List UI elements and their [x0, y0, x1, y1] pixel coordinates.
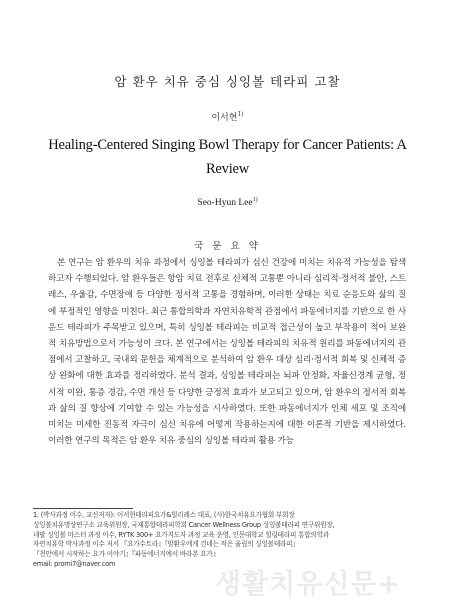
english-author: [0, 197, 455, 208]
footnote-rule: [33, 508, 133, 509]
footnote-line: 『천안에서 시작하는 요가 이야기』『파동에너지에서 바라본 요가』: [33, 550, 219, 559]
footnote-line: 네팔 싱잉볼 마스터 과정 이수, RYTK 300+ 요가지도자 과정 교육 운영, 인문대학교 힐링테라피 통합의학과: [33, 530, 329, 539]
footnote-line: 싱잉볼치유명상연구소 교육위원장, 국제통합테라피학회 Cancer Wellness Group 싱잉볼테라피 연구위원장,: [33, 520, 335, 529]
korean-title: 암 환우 치유 중심 싱잉볼 테라피 고찰: [114, 74, 341, 89]
abstract-heading: 국 문 요 약: [194, 241, 261, 252]
korean-author-footnote-mark: 1): [237, 111, 244, 118]
abstract-body: 본 연구는 암 환우의 치유 과정에서 싱잉볼 테라피가 심신 건강에 미치는 치유적 가능성을 탐색하고자 수행되었다. 암 환우들은 항암 치료 전후로 신체적 고통뿐 아니라 심리적·정서적 불안, 스트레스, 우울감, 수면장애 등 다양한 정서적 고통을 경험하며, 이러한 상태는 치료 순응도와 삶의 질에 부정적인 영향을 미친다. 최근 통합의학과 자연치유학적 관점에서 파동에너지를 기반으로 한 사운드 테라피가 주목받고 있으며, 특히 싱잉볼 테라피는 비교적 접근성이 높고 부작용이 적어 보완적 치유방법으로서 가능성이 크다. 본 연구에서는 싱잉볼 테라피의 치유적 원리를 파동에너지의 관점에서 고찰하고, 국내외 문헌을 체계적으로 분석하여 암 환우 대상 심리·정서적 회복 및 신체적 증상 완화에 대한 효과를 정리하였다. 분석 결과, 싱잉볼 테라피는 뇌파 안정화, 자율신경계 균형, 정서적 이완, 통증 경감, 수면 개선 등 다양한 긍정적 효과가 보고되고 있으며, 암 환우의 정서적 회복과 삶의 질 향상에 기여할 수 있는 가능성을 시사하였다. 또한 파동에너지가 인체 세포 및 조직에 미치는 미세한 진동적 자극이 심신 치유에 어떻게 작용하는지에 대한 이론적 기반을 제시하였다. 이러한 연구의 목적은 암 환우 치유 중심의 싱잉볼 테라피 활용 가능: [48, 258, 406, 447]
footnote-email: email: promi7@naver.com: [33, 559, 116, 568]
publisher-watermark: 생활치유신문+: [215, 569, 402, 600]
korean-author-name: 이서현: [211, 113, 238, 123]
korean-author: [0, 110, 455, 123]
footnote-line: 1. (박사과정 이수, 교신저자): 이서현테라피요가&힐리레스 대표, (사)한국치유요가협회 부회장: [33, 511, 295, 519]
english-title: Healing-Centered Singing Bowl Therapy for Cancer Patients: A Review: [48, 137, 407, 177]
english-author-footnote-mark: 1): [252, 197, 258, 203]
footnote-line: 자연치유학 박사과정 이수 저서 『요가수트라』『암환우에게 건네는 작은 울림의 싱잉볼테라피』: [33, 540, 299, 549]
english-author-name: Seo-Hyun Lee: [197, 198, 253, 209]
footnote: [33, 511, 428, 570]
